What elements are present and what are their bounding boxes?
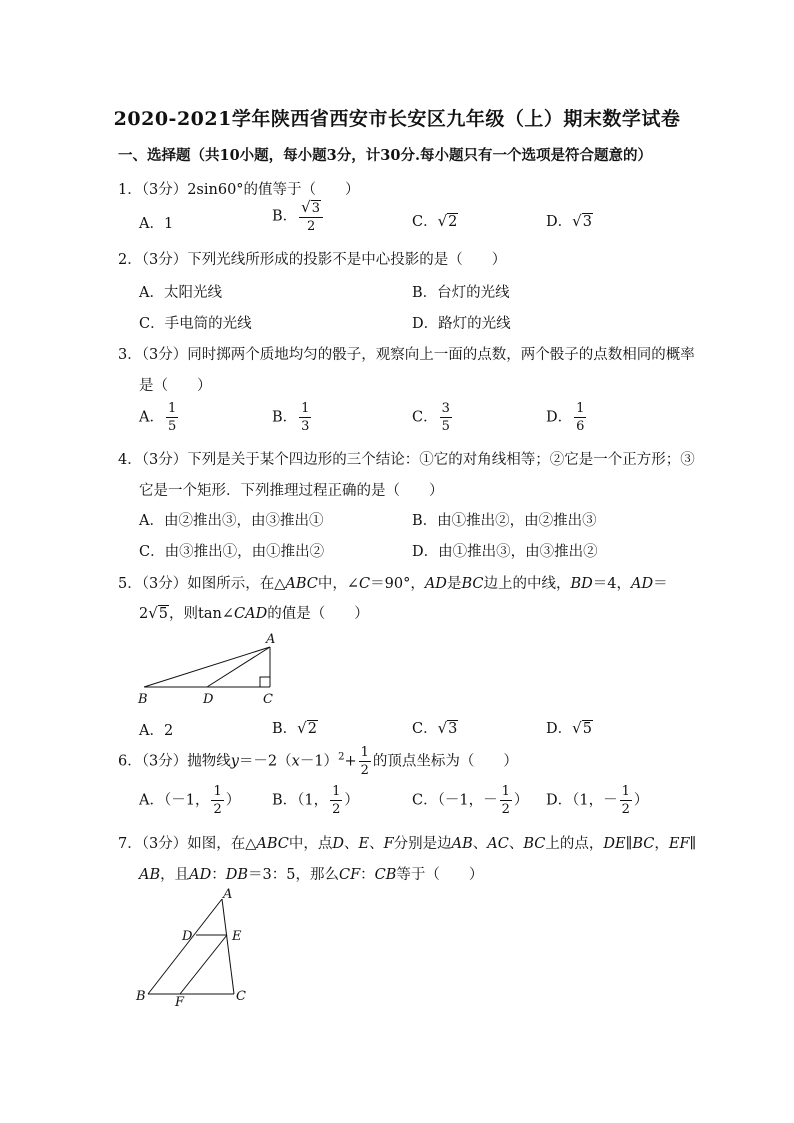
label-e: E: [232, 929, 242, 944]
q1-stem: 1．（3分）2sin60°的值等于（ ）: [118, 182, 360, 198]
q6-a-den: 2: [213, 802, 222, 817]
q6-text: +: [344, 753, 357, 770]
q1-option-c: C．√2: [412, 212, 458, 230]
q2-stem: 2．（3分）下列光线所形成的投影不是中心投影的是（ ）: [118, 252, 507, 268]
q1-d-radicand: 3: [582, 214, 592, 230]
q2-option-c: C．手电筒的光线: [139, 316, 252, 332]
q5-text: 2: [139, 606, 149, 622]
q6-b-num: 1: [332, 784, 341, 799]
q7-var: D: [332, 836, 344, 852]
q6-a-suffix: ）: [225, 792, 241, 809]
q6-b-den: 2: [332, 802, 341, 817]
q7-var: AC: [487, 836, 509, 852]
q6-num: 1: [360, 745, 369, 760]
label-a: A: [223, 887, 233, 902]
q7-text: ，: [654, 836, 669, 852]
q1-b-fraction: $\frac{√3}{2}$: [299, 200, 323, 233]
q7-text: ∥: [625, 836, 633, 852]
q7-var: AB: [139, 867, 161, 883]
q7-var: E: [358, 836, 370, 852]
q7-text: 、: [472, 836, 488, 852]
q6-text: 6．（3分）抛物线: [118, 753, 231, 770]
q1-c-radicand: 2: [448, 214, 458, 230]
q5-option-d: D．√5: [546, 719, 592, 737]
q7-var: EF: [668, 836, 690, 852]
q6-b-suffix: ）: [344, 792, 359, 809]
q3-b-den: 3: [301, 419, 310, 434]
q5-stem-line1: [118, 572, 668, 593]
q3-a-den: 5: [167, 419, 177, 434]
q1-c-prefix: C．: [412, 214, 438, 230]
q3-option-b: [272, 402, 313, 433]
q7-stem-line2: [139, 863, 483, 884]
label-c: C: [263, 692, 273, 707]
q5-option-a: A．2: [139, 723, 174, 739]
section-heading: 一、选择题（共10小题，每小题3分，计30分.每小题只有一个选项是符合题意的）: [118, 147, 652, 164]
q7-var: AB: [451, 836, 473, 852]
q5-d-radicand: 5: [582, 721, 592, 737]
q6-option-a: [139, 785, 240, 816]
q6-stem: [118, 746, 518, 777]
q3-c-den: 5: [441, 419, 450, 434]
q6-option-c: [412, 785, 528, 816]
q5-var: AD: [424, 576, 447, 592]
q2-option-b: B．台灯的光线: [412, 285, 510, 301]
q5-text: 中，∠: [317, 576, 360, 592]
q7-var: DB: [225, 867, 249, 883]
q6-d-prefix: D．（1，－: [546, 792, 618, 809]
q3-option-c: [412, 402, 454, 433]
q3-a-prefix: A．: [139, 409, 164, 426]
q2-option-d: D．路灯的光线: [412, 316, 511, 332]
q3-stem-line2: 是（ ）: [139, 378, 212, 394]
q7-var: AD: [189, 867, 212, 883]
q5-radicand: 5: [158, 606, 169, 622]
q3-d-den: 6: [576, 419, 585, 434]
label-f: F: [175, 995, 185, 1010]
q5-option-c: C．√3: [412, 719, 458, 737]
q4-stem-line1: 4．（3分）下列是关于某个四边形的三个结论：①它的对角线相等；②它是一个正方形；③: [118, 452, 695, 468]
q7-text: ，且: [160, 867, 190, 883]
q1-d-prefix: D．: [546, 214, 573, 230]
segment-ab: [148, 899, 222, 994]
q4-option-d: D．由①推出③，由③推出②: [412, 544, 598, 560]
q6-text: －1）: [299, 753, 339, 770]
q5-text: 5．（3分）如图所示，在△: [118, 576, 286, 592]
q6-c-prefix: C．（－1，－: [412, 792, 498, 809]
q5-d-prefix: D．: [546, 721, 573, 737]
q6-text: 的顶点坐标为（ ）: [372, 753, 518, 770]
q2-option-a: A．太阳光线: [139, 285, 222, 301]
q1-b-radicand: 3: [311, 201, 320, 216]
q7-triangle-figure: [130, 884, 270, 1014]
q1-option-b: [272, 200, 325, 233]
q7-text: ＝3：5，那么: [248, 867, 339, 883]
q5-c-radicand: 3: [448, 721, 458, 737]
q7-text: 中，点: [288, 836, 333, 852]
q7-text: 上的点，: [545, 836, 604, 852]
q4-option-c: C．由③推出①，由①推出②: [139, 544, 325, 560]
q6-option-b: [272, 785, 359, 816]
q7-text: 7．（3分）如图，在△: [118, 836, 257, 852]
q6-text: ＝－2（: [238, 753, 292, 770]
segment-ad: [207, 647, 270, 687]
q5-stem-line2: 2√5，则tan∠CAD的值是（ ）: [139, 604, 369, 622]
q1-option-d: D．√3: [546, 212, 592, 230]
q1-option-a: A．1: [139, 216, 174, 232]
q6-exponent: 2: [338, 751, 345, 763]
q3-option-d: [546, 402, 588, 433]
page-title: 2020-2021学年陕西省西安市长安区九年级（上）期末数学试卷: [113, 108, 681, 130]
q6-b-prefix: B．（1，: [272, 792, 329, 809]
q5-text: 的值是（ ）: [267, 606, 369, 622]
q3-d-prefix: D．: [546, 409, 573, 426]
q7-var: CB: [374, 867, 397, 883]
q7-var: ABC: [256, 836, 289, 852]
q7-var: BC: [523, 836, 546, 852]
q7-text: 分别是边: [393, 836, 452, 852]
q5-triangle-figure: [130, 630, 290, 710]
q6-d-num: 1: [621, 784, 630, 799]
right-angle-mark: [260, 677, 270, 687]
label-c: C: [236, 989, 246, 1004]
q6-option-d: [546, 785, 648, 816]
q5-text: ，则tan∠: [169, 606, 234, 622]
q6-d-den: 2: [621, 802, 630, 817]
q3-c-num: 3: [441, 401, 450, 416]
q6-c-suffix: ）: [513, 792, 529, 809]
q5-text: 是: [446, 576, 462, 592]
q3-c-prefix: C．: [412, 409, 438, 426]
q3-b-prefix: B．: [272, 409, 298, 426]
label-b: B: [136, 989, 146, 1004]
q5-var: AD: [630, 576, 654, 592]
q6-c-num: 1: [501, 784, 510, 799]
label-b: B: [138, 692, 148, 707]
q6-a-num: 1: [213, 784, 222, 799]
q1-b-prefix: B．: [272, 208, 298, 225]
q7-var: DE: [603, 836, 626, 852]
q3-b-num: 1: [301, 401, 310, 416]
q7-var: F: [383, 836, 394, 852]
q7-text: ：: [360, 867, 375, 883]
q5-option-b: B．√2: [272, 719, 317, 737]
q7-var: CF: [338, 867, 361, 883]
q6-var: x: [291, 753, 300, 770]
q5-b-prefix: B．: [272, 721, 298, 737]
label-d: D: [203, 692, 214, 707]
q7-text: 、: [344, 836, 359, 852]
q5-text: ＝90°，: [370, 576, 425, 592]
q5-text: ＝4，: [592, 576, 631, 592]
segment-ac: [222, 899, 234, 994]
q7-text: 、: [508, 836, 524, 852]
q5-var: BD: [570, 576, 593, 592]
q3-d-num: 1: [576, 401, 585, 416]
q4-option-b: B．由①推出②，由②推出③: [412, 513, 597, 529]
q7-stem-line1: [118, 832, 696, 853]
q4-stem-line2: 它是一个矩形．下列推理过程正确的是（ ）: [139, 483, 444, 499]
q1-b-den: 2: [306, 219, 316, 234]
q3-a-num: 1: [167, 401, 177, 416]
q5-text: 边上的中线，: [483, 576, 571, 592]
label-d: D: [182, 929, 193, 944]
q7-text: ∥: [689, 836, 697, 852]
q5-c-prefix: C．: [412, 721, 438, 737]
q5-var: CAD: [234, 606, 268, 622]
q6-c-den: 2: [501, 802, 510, 817]
q5-b-radicand: 2: [307, 721, 317, 737]
q5-var: BC: [461, 576, 484, 592]
q4-option-a: A．由②推出③，由③推出①: [139, 513, 324, 529]
q5-text: ＝: [653, 576, 668, 592]
q6-a-prefix: A．（－1，: [139, 792, 210, 809]
q6-d-suffix: ）: [633, 792, 649, 809]
q6-den: 2: [360, 763, 369, 778]
q6-var: y: [230, 753, 239, 770]
q3-option-a: [139, 402, 180, 433]
label-a: A: [266, 632, 276, 647]
q7-text: ：: [211, 867, 226, 883]
q5-var: C: [359, 576, 371, 592]
segment-ab: [144, 647, 270, 687]
q7-text: 等于（ ）: [396, 867, 484, 883]
q3-stem-line1: 3．（3分）同时掷两个质地均匀的骰子，观察向上一面的点数，两个骰子的点数相同的概率: [118, 347, 695, 363]
q5-var: ABC: [285, 576, 318, 592]
q7-text: 、: [369, 836, 384, 852]
q7-var: BC: [632, 836, 655, 852]
